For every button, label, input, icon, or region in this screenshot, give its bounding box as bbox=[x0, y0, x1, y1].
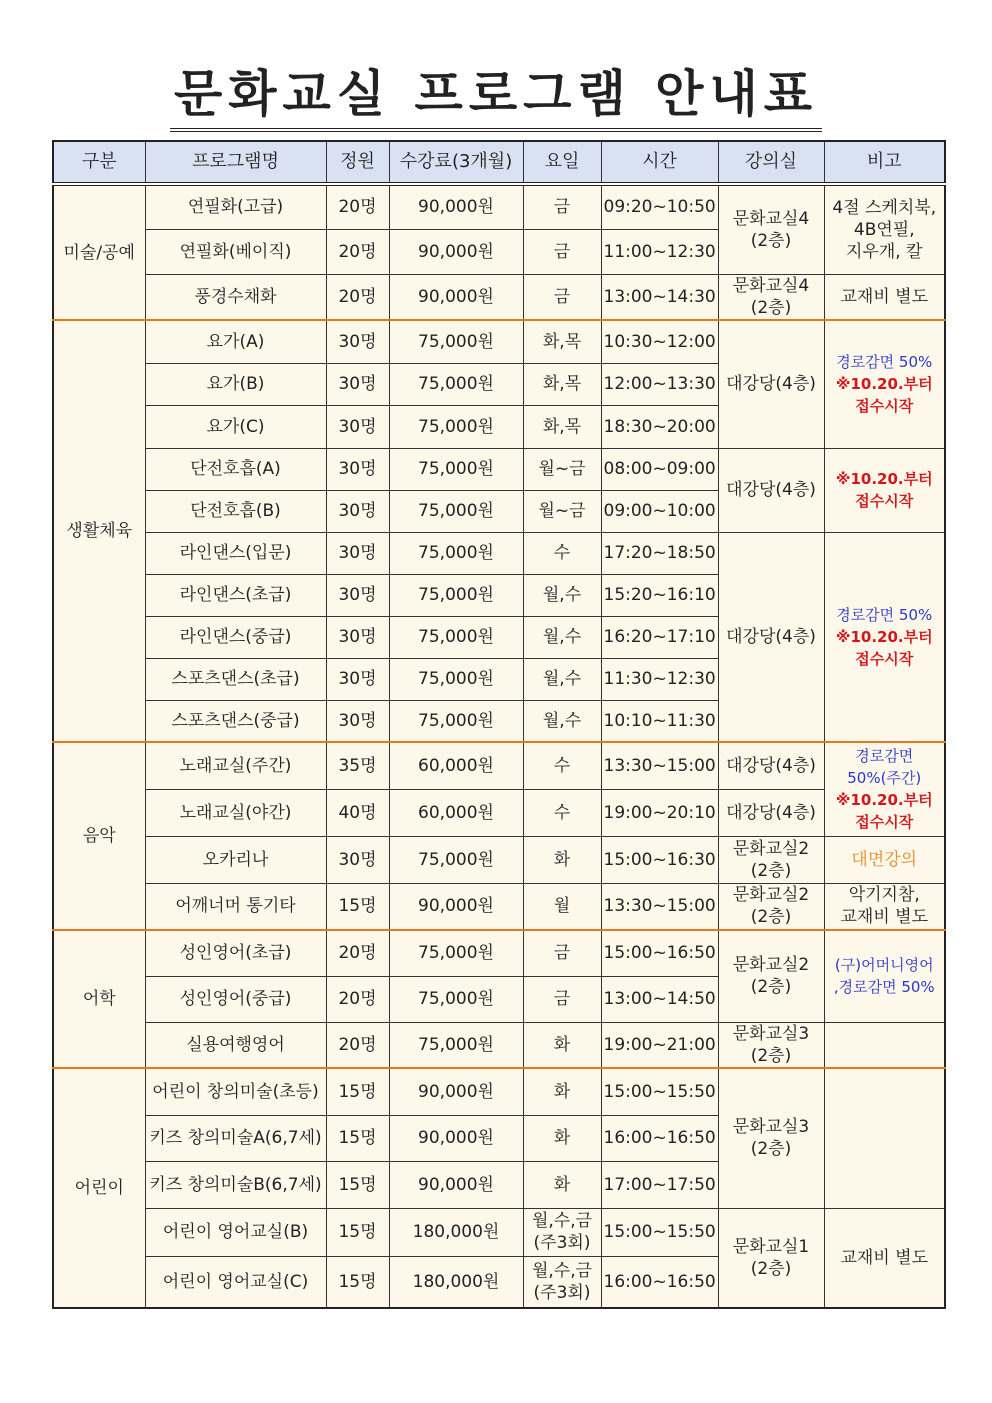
fee: 75,000원 bbox=[389, 320, 523, 363]
day: 화,목 bbox=[523, 363, 601, 405]
room-cell: 대강당(4층) bbox=[718, 532, 824, 742]
day: 월,수 bbox=[523, 700, 601, 742]
program-name: 스포츠댄스(중급) bbox=[145, 700, 326, 742]
table-row bbox=[53, 274, 945, 320]
table-row bbox=[53, 320, 945, 363]
time: 12:00~13:30 bbox=[601, 363, 718, 405]
program-name: 연필화(고급) bbox=[145, 184, 326, 229]
fee: 75,000원 bbox=[389, 976, 523, 1022]
table-row bbox=[53, 448, 945, 490]
day: 금 bbox=[523, 976, 601, 1022]
fee: 90,000원 bbox=[389, 1115, 523, 1161]
capacity: 15명 bbox=[326, 1161, 389, 1208]
time: 19:00~20:10 bbox=[601, 789, 718, 836]
capacity: 20명 bbox=[326, 1022, 389, 1068]
fee: 75,000원 bbox=[389, 930, 523, 976]
program-name: 요가(C) bbox=[145, 405, 326, 448]
capacity: 15명 bbox=[326, 1115, 389, 1161]
time: 11:00~12:30 bbox=[601, 229, 718, 274]
table-row bbox=[53, 836, 945, 883]
note-cell: ※10.20.부터 접수시작 bbox=[824, 448, 945, 532]
program-name: 스포츠댄스(초급) bbox=[145, 658, 326, 700]
fee: 60,000원 bbox=[389, 789, 523, 836]
col-header-time: 시간 bbox=[601, 141, 718, 184]
col-header-fee: 수강료(3개월) bbox=[389, 141, 523, 184]
program-name: 어린이 영어교실(B) bbox=[145, 1208, 326, 1256]
note-cell: 경로감면 50% ※10.20.부터 접수시작 bbox=[824, 320, 945, 448]
capacity: 15명 bbox=[326, 883, 389, 930]
day: 월,수 bbox=[523, 574, 601, 616]
room-cell: 대강당(4층) bbox=[718, 742, 824, 789]
note-cell: 교재비 별도 bbox=[824, 1208, 945, 1308]
capacity: 30명 bbox=[326, 490, 389, 532]
fee: 90,000원 bbox=[389, 229, 523, 274]
room-cell: 문화교실4 (2층) bbox=[718, 274, 824, 320]
time: 19:00~21:00 bbox=[601, 1022, 718, 1068]
table-row bbox=[53, 742, 945, 789]
fee: 75,000원 bbox=[389, 490, 523, 532]
day: 금 bbox=[523, 930, 601, 976]
program-name: 성인영어(초급) bbox=[145, 930, 326, 976]
col-header-day: 요일 bbox=[523, 141, 601, 184]
capacity: 30명 bbox=[326, 616, 389, 658]
program-name: 요가(B) bbox=[145, 363, 326, 405]
program-name: 노래교실(주간) bbox=[145, 742, 326, 789]
time: 09:20~10:50 bbox=[601, 184, 718, 229]
day: 금 bbox=[523, 274, 601, 320]
col-header-program: 프로그램명 bbox=[145, 141, 326, 184]
table-row bbox=[53, 883, 945, 930]
fee: 75,000원 bbox=[389, 363, 523, 405]
room-cell: 문화교실2 (2층) bbox=[718, 836, 824, 883]
program-name: 어깨너머 통기타 bbox=[145, 883, 326, 930]
col-header-category: 구분 bbox=[53, 141, 145, 184]
day: 화 bbox=[523, 1115, 601, 1161]
capacity: 30명 bbox=[326, 320, 389, 363]
note-cell: 대면강의 bbox=[824, 836, 945, 883]
col-header-note: 비고 bbox=[824, 141, 945, 184]
category-cell: 미술/공예 bbox=[53, 184, 145, 320]
capacity: 35명 bbox=[326, 742, 389, 789]
category-cell: 어린이 bbox=[53, 1068, 145, 1308]
col-header-room: 강의실 bbox=[718, 141, 824, 184]
table-row bbox=[53, 1208, 945, 1256]
fee: 90,000원 bbox=[389, 883, 523, 930]
time: 11:30~12:30 bbox=[601, 658, 718, 700]
table-row bbox=[53, 184, 945, 229]
program-name: 어린이 영어교실(C) bbox=[145, 1256, 326, 1308]
day: 금 bbox=[523, 184, 601, 229]
note-cell bbox=[824, 1022, 945, 1068]
fee: 75,000원 bbox=[389, 658, 523, 700]
capacity: 20명 bbox=[326, 184, 389, 229]
room-cell: 문화교실2 (2층) bbox=[718, 930, 824, 1022]
table-row bbox=[53, 930, 945, 976]
day: 월 bbox=[523, 883, 601, 930]
room-cell: 대강당(4층) bbox=[718, 448, 824, 532]
day: 화 bbox=[523, 1068, 601, 1115]
room-cell: 대강당(4층) bbox=[718, 789, 824, 836]
category-cell: 어학 bbox=[53, 930, 145, 1068]
category-cell: 음악 bbox=[53, 742, 145, 930]
time: 08:00~09:00 bbox=[601, 448, 718, 490]
day: 월,수 bbox=[523, 658, 601, 700]
fee: 75,000원 bbox=[389, 1022, 523, 1068]
table-row bbox=[53, 1068, 945, 1115]
table-row bbox=[53, 789, 945, 836]
fee: 75,000원 bbox=[389, 532, 523, 574]
program-table bbox=[52, 140, 946, 1309]
time: 10:30~12:00 bbox=[601, 320, 718, 363]
day: 월~금 bbox=[523, 490, 601, 532]
capacity: 15명 bbox=[326, 1068, 389, 1115]
day: 화 bbox=[523, 1022, 601, 1068]
program-name: 연필화(베이직) bbox=[145, 229, 326, 274]
day: 화,목 bbox=[523, 320, 601, 363]
fee: 90,000원 bbox=[389, 1161, 523, 1208]
fee: 75,000원 bbox=[389, 574, 523, 616]
day: 금 bbox=[523, 229, 601, 274]
time: 16:00~16:50 bbox=[601, 1115, 718, 1161]
fee: 90,000원 bbox=[389, 1068, 523, 1115]
fee: 75,000원 bbox=[389, 448, 523, 490]
time: 17:20~18:50 bbox=[601, 532, 718, 574]
fee: 75,000원 bbox=[389, 700, 523, 742]
time: 13:00~14:50 bbox=[601, 976, 718, 1022]
capacity: 40명 bbox=[326, 789, 389, 836]
capacity: 30명 bbox=[326, 363, 389, 405]
day: 화 bbox=[523, 1161, 601, 1208]
fee: 75,000원 bbox=[389, 405, 523, 448]
fee: 90,000원 bbox=[389, 184, 523, 229]
program-name: 실용여행영어 bbox=[145, 1022, 326, 1068]
capacity: 15명 bbox=[326, 1256, 389, 1308]
program-name: 성인영어(중급) bbox=[145, 976, 326, 1022]
program-name: 라인댄스(입문) bbox=[145, 532, 326, 574]
time: 13:30~15:00 bbox=[601, 742, 718, 789]
col-header-capacity: 정원 bbox=[326, 141, 389, 184]
page-title: 문화교실 프로그램 안내표 bbox=[0, 64, 992, 132]
program-name: 라인댄스(초급) bbox=[145, 574, 326, 616]
capacity: 30명 bbox=[326, 700, 389, 742]
room-cell: 문화교실3 (2층) bbox=[718, 1022, 824, 1068]
day: 수 bbox=[523, 742, 601, 789]
time: 13:00~14:30 bbox=[601, 274, 718, 320]
time: 15:00~15:50 bbox=[601, 1068, 718, 1115]
time: 15:00~16:30 bbox=[601, 836, 718, 883]
fee: 75,000원 bbox=[389, 616, 523, 658]
day: 수 bbox=[523, 789, 601, 836]
program-name: 라인댄스(중급) bbox=[145, 616, 326, 658]
note-cell: 경로감면 50%(주간) ※10.20.부터 접수시작 bbox=[824, 742, 945, 836]
category-cell: 생활체육 bbox=[53, 320, 145, 742]
capacity: 30명 bbox=[326, 405, 389, 448]
capacity: 20명 bbox=[326, 274, 389, 320]
time: 15:00~16:50 bbox=[601, 930, 718, 976]
note-cell: 교재비 별도 bbox=[824, 274, 945, 320]
time: 09:00~10:00 bbox=[601, 490, 718, 532]
note-cell bbox=[824, 1068, 945, 1208]
capacity: 30명 bbox=[326, 836, 389, 883]
fee: 180,000원 bbox=[389, 1256, 523, 1308]
day: 월,수,금 (주3회) bbox=[523, 1208, 601, 1256]
room-cell: 문화교실1 (2층) bbox=[718, 1208, 824, 1308]
time: 18:30~20:00 bbox=[601, 405, 718, 448]
capacity: 30명 bbox=[326, 448, 389, 490]
capacity: 20명 bbox=[326, 930, 389, 976]
room-cell: 문화교실4 (2층) bbox=[718, 184, 824, 274]
program-name: 어린이 창의미술(초등) bbox=[145, 1068, 326, 1115]
time: 15:20~16:10 bbox=[601, 574, 718, 616]
program-name: 단전호흡(B) bbox=[145, 490, 326, 532]
time: 10:10~11:30 bbox=[601, 700, 718, 742]
time: 16:00~16:50 bbox=[601, 1256, 718, 1308]
program-name: 단전호흡(A) bbox=[145, 448, 326, 490]
program-name: 요가(A) bbox=[145, 320, 326, 363]
day: 수 bbox=[523, 532, 601, 574]
time: 17:00~17:50 bbox=[601, 1161, 718, 1208]
note-cell: 악기지참, 교재비 별도 bbox=[824, 883, 945, 930]
day: 화,목 bbox=[523, 405, 601, 448]
fee: 60,000원 bbox=[389, 742, 523, 789]
time: 16:20~17:10 bbox=[601, 616, 718, 658]
room-cell: 대강당(4층) bbox=[718, 320, 824, 448]
table-row bbox=[53, 1022, 945, 1068]
day: 화 bbox=[523, 836, 601, 883]
program-name: 키즈 창의미술B(6,7세) bbox=[145, 1161, 326, 1208]
day: 월~금 bbox=[523, 448, 601, 490]
time: 15:00~15:50 bbox=[601, 1208, 718, 1256]
capacity: 30명 bbox=[326, 532, 389, 574]
room-cell: 문화교실2 (2층) bbox=[718, 883, 824, 930]
fee: 90,000원 bbox=[389, 274, 523, 320]
time: 13:30~15:00 bbox=[601, 883, 718, 930]
program-name: 오카리나 bbox=[145, 836, 326, 883]
day: 월,수 bbox=[523, 616, 601, 658]
day: 월,수,금 (주3회) bbox=[523, 1256, 601, 1308]
program-name: 풍경수채화 bbox=[145, 274, 326, 320]
program-name: 노래교실(야간) bbox=[145, 789, 326, 836]
capacity: 30명 bbox=[326, 658, 389, 700]
program-name: 키즈 창의미술A(6,7세) bbox=[145, 1115, 326, 1161]
header-row bbox=[53, 141, 945, 184]
capacity: 20명 bbox=[326, 229, 389, 274]
capacity: 15명 bbox=[326, 1208, 389, 1256]
table-row bbox=[53, 532, 945, 574]
fee: 75,000원 bbox=[389, 836, 523, 883]
capacity: 20명 bbox=[326, 976, 389, 1022]
note-cell: 4절 스케치북, 4B연필, 지우개, 칼 bbox=[824, 184, 945, 274]
room-cell: 문화교실3 (2층) bbox=[718, 1068, 824, 1208]
note-cell: (구)어머니영어 ,경로감면 50% bbox=[824, 930, 945, 1022]
capacity: 30명 bbox=[326, 574, 389, 616]
note-cell: 경로감면 50% ※10.20.부터 접수시작 bbox=[824, 532, 945, 742]
fee: 180,000원 bbox=[389, 1208, 523, 1256]
